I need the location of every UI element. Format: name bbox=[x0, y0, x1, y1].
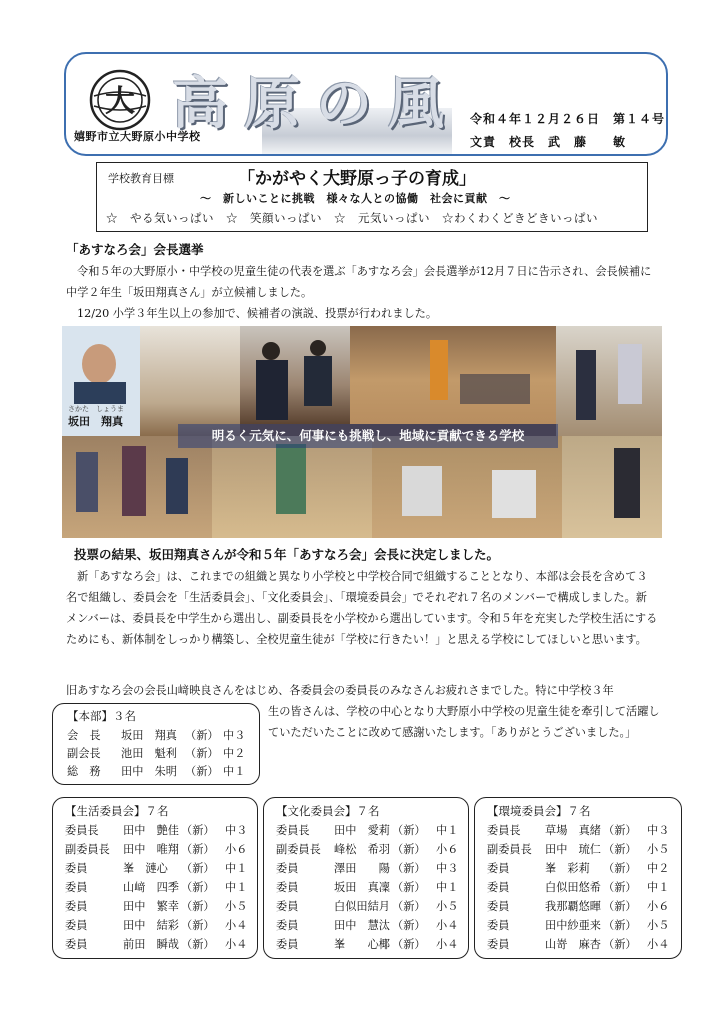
member-status: （新） bbox=[185, 747, 219, 760]
member-name: 白似田結月 bbox=[334, 900, 390, 913]
member-name: 田中 繁幸 bbox=[123, 900, 179, 913]
issue-date: 令和４年１２月２６日 第１４号 bbox=[470, 112, 666, 126]
member-name: 峯 彩莉 bbox=[545, 862, 590, 875]
member-role: 副委員長 bbox=[487, 843, 532, 856]
article-paragraph-1: 令和５年の大野原小・中学校の児童生徒の代表を選ぶ「あすなろ会」会長選挙が12月７日に告示され、会長候補に中学２年生「坂田翔真さん」が立候補しました。 bbox=[66, 265, 652, 299]
member-status: （新） bbox=[181, 938, 215, 951]
voting-photo-bottom bbox=[562, 436, 662, 538]
election-result: 投票の結果、坂田翔真さんが令和５年「あすなろ会」会長に決定しました。 bbox=[74, 547, 500, 562]
member-name: 我那覇悠暉 bbox=[545, 900, 601, 913]
member-status: （新） bbox=[181, 900, 215, 913]
member-role: 委員 bbox=[276, 862, 299, 875]
committee-box-life bbox=[52, 797, 258, 959]
committee-box-culture bbox=[263, 797, 469, 959]
member-status: （新） bbox=[181, 824, 215, 837]
member-status: （新） bbox=[603, 938, 637, 951]
member-name: 峰松 希羽 bbox=[334, 843, 390, 856]
member-role: 委員 bbox=[487, 862, 510, 875]
member-status: （新） bbox=[181, 843, 215, 856]
school-emblem-icon bbox=[88, 68, 152, 132]
member-role: 委員 bbox=[65, 900, 88, 913]
ballot-box-photo bbox=[372, 436, 562, 538]
member-status: （新） bbox=[392, 843, 426, 856]
member-name: 山嵜 麻杏 bbox=[545, 938, 601, 951]
poster-name: 坂田 翔真 bbox=[68, 415, 123, 428]
member-status: （新） bbox=[603, 919, 637, 932]
member-role: 委員長 bbox=[65, 824, 99, 837]
member-role: 委員 bbox=[276, 900, 299, 913]
member-status: （新） bbox=[185, 729, 219, 742]
member-role: 副委員長 bbox=[65, 843, 110, 856]
member-role: 委員 bbox=[276, 938, 299, 951]
school-name: 嬉野市立大野原小中学校 bbox=[74, 130, 201, 143]
member-status: （新） bbox=[181, 862, 215, 875]
member-name: 山﨑 四季 bbox=[123, 881, 179, 894]
goals-sub: ～ 新しいことに挑戦 様々な人との協働 社会に貢献 ～ bbox=[200, 192, 511, 205]
member-grade: 中３ bbox=[436, 862, 459, 875]
member-status: （新） bbox=[392, 824, 426, 837]
member-role: 委員長 bbox=[276, 824, 310, 837]
hall-photo bbox=[140, 326, 240, 436]
member-status: （新） bbox=[603, 900, 637, 913]
member-status: （新） bbox=[392, 900, 426, 913]
member-status: （新） bbox=[603, 824, 637, 837]
member-status: （新） bbox=[392, 881, 426, 894]
member-name: 田中紗亜来 bbox=[545, 919, 601, 932]
member-grade: 中３ bbox=[225, 824, 248, 837]
member-grade: 中３ bbox=[223, 729, 246, 742]
member-grade: 小４ bbox=[225, 938, 248, 951]
honbu-header: 【本部】３名 bbox=[67, 709, 136, 723]
member-status: （新） bbox=[181, 881, 215, 894]
member-status: （新） bbox=[392, 862, 426, 875]
member-role: 委員 bbox=[487, 900, 510, 913]
member-grade: 小５ bbox=[436, 900, 459, 913]
member-name: 峯 漣心 bbox=[123, 862, 168, 875]
member-grade: 中３ bbox=[647, 824, 670, 837]
committee-box-environment bbox=[474, 797, 682, 959]
member-grade: 中１ bbox=[225, 881, 248, 894]
member-name: 田中 朱明 bbox=[121, 765, 177, 778]
newsletter-title: 高原の風 bbox=[172, 71, 460, 137]
member-status: （新） bbox=[603, 843, 637, 856]
member-grade: 小４ bbox=[436, 938, 459, 951]
member-grade: 中１ bbox=[647, 881, 670, 894]
member-role: 委員 bbox=[487, 881, 510, 894]
article-paragraph-3: 新「あすなろ会」は、これまでの組織と異なり小学校と中学校合同で組織することとなり、本部は会長を含めて３名で組織し、委員会を「生活委員会」、「文化委員会」、「環境委員会」でそれぞれ７名のメンバーで構成しました。新メンバーは、委員長を中学生から選出し、副委員長を小学校から選出しています。令和５年を充実した学校生活にするためにも、新体制をしっかり構築し、全校児童生徒が「学校に行きたい！」と思える学校にしてほしいと思います。 bbox=[66, 570, 658, 646]
member-role: 委員 bbox=[276, 881, 299, 894]
member-name: 峯 心椰 bbox=[334, 938, 390, 951]
member-grade: 中１ bbox=[436, 824, 459, 837]
member-grade: 小６ bbox=[436, 843, 459, 856]
member-grade: 小５ bbox=[647, 843, 670, 856]
article-paragraph-4: 旧あすなろ会の会長山﨑映良さんをはじめ、各委員会の委員長のみなさんお疲れさまでした。特に中学校３年 bbox=[66, 684, 614, 697]
poster-photo bbox=[62, 326, 140, 436]
voting-photo-top bbox=[556, 326, 662, 436]
member-grade: 小５ bbox=[225, 900, 248, 913]
committee-header: 【生活委員会】７名 bbox=[65, 804, 169, 818]
member-role: 会 長 bbox=[67, 729, 101, 742]
member-name: 田中 結彩 bbox=[123, 919, 179, 932]
member-status: （新） bbox=[181, 919, 215, 932]
gym-photo bbox=[350, 326, 556, 424]
article-paragraph-2: 12/20 小学３年生以上の参加で、候補者の演説、投票が行われました。 bbox=[77, 307, 438, 320]
member-grade: 中２ bbox=[647, 862, 670, 875]
member-name: 坂田 翔真 bbox=[121, 729, 177, 742]
speech-photo bbox=[240, 326, 350, 424]
member-grade: 中１ bbox=[223, 765, 246, 778]
goals-motto: ☆ やる気いっぱい ☆ 笑顔いっぱい ☆ 元気いっぱい ☆わくわくどきどきいっぱい bbox=[106, 211, 598, 225]
goals-label: 学校教育目標 bbox=[108, 172, 174, 185]
students-photo bbox=[62, 436, 212, 538]
poster-furigana: さかた しょうま bbox=[68, 405, 124, 413]
member-role: 委員 bbox=[65, 881, 88, 894]
member-grade: 小４ bbox=[225, 919, 248, 932]
photo-banner: 明るく元気に、何事にも挑戦し、地域に貢献できる学校 bbox=[178, 424, 558, 448]
member-status: （新） bbox=[603, 862, 637, 875]
honbu-box bbox=[52, 703, 260, 785]
article-heading: 「あすなろ会」会長選挙 bbox=[66, 242, 204, 257]
member-name: 田中 唯翔 bbox=[123, 843, 179, 856]
member-grade: 小５ bbox=[647, 919, 670, 932]
member-grade: 小６ bbox=[647, 900, 670, 913]
article-paragraph-5: 生の皆さんは、学校の中心となり大野原小中学校の児童生徒を牽引して活躍していただいたことに改めて感謝いたします。｢ありがとうございました。｣ bbox=[268, 705, 660, 739]
member-role: 委員 bbox=[65, 938, 88, 951]
member-grade: 中２ bbox=[223, 747, 246, 760]
member-role: 委員 bbox=[65, 862, 88, 875]
editor-credit: 文責 校長 武 藤 敏 bbox=[470, 135, 627, 149]
member-grade: 小６ bbox=[225, 843, 248, 856]
member-status: （新） bbox=[392, 938, 426, 951]
member-role: 委員 bbox=[276, 919, 299, 932]
member-role: 総 務 bbox=[67, 765, 101, 778]
member-role: 委員 bbox=[487, 938, 510, 951]
member-grade: 中１ bbox=[225, 862, 248, 875]
member-status: （新） bbox=[392, 919, 426, 932]
member-status: （新） bbox=[603, 881, 637, 894]
member-name: 田中 艶佳 bbox=[123, 824, 179, 837]
member-name: 田中 琉仁 bbox=[545, 843, 601, 856]
ballot-photo bbox=[212, 436, 372, 538]
member-role: 副会長 bbox=[67, 747, 101, 760]
member-name: 草場 真緒 bbox=[545, 824, 601, 837]
member-role: 委員 bbox=[65, 919, 88, 932]
committee-header: 【文化委員会】７名 bbox=[276, 804, 380, 818]
committee-header: 【環境委員会】７名 bbox=[487, 804, 591, 818]
member-name: 田中 愛莉 bbox=[334, 824, 390, 837]
member-name: 澤田 陽 bbox=[334, 862, 390, 875]
member-role: 委員 bbox=[487, 919, 510, 932]
member-grade: 中１ bbox=[436, 881, 459, 894]
member-grade: 小４ bbox=[647, 938, 670, 951]
member-role: 副委員長 bbox=[276, 843, 321, 856]
member-name: 白似田悠希 bbox=[545, 881, 601, 894]
member-name: 前田 瞬哉 bbox=[123, 938, 179, 951]
emblem-char: 大 bbox=[105, 84, 135, 119]
member-name: 池田 魁利 bbox=[121, 747, 177, 760]
member-name: 坂田 真凜 bbox=[334, 881, 390, 894]
member-status: （新） bbox=[185, 765, 219, 778]
member-role: 委員長 bbox=[487, 824, 521, 837]
goals-main: 「かがやく大野原っ子の育成」 bbox=[238, 169, 476, 189]
member-name: 田中 慧汰 bbox=[334, 919, 390, 932]
member-grade: 小４ bbox=[436, 919, 459, 932]
